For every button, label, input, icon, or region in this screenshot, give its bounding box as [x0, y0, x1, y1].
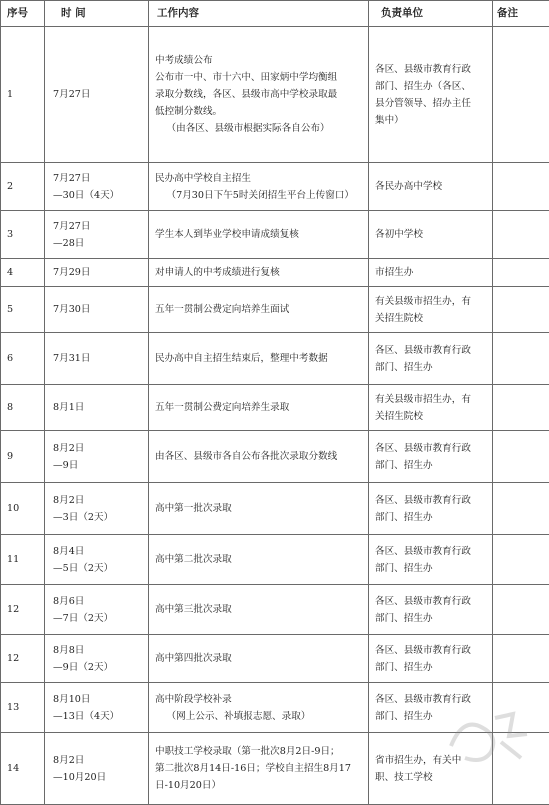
cell-time — [45, 385, 149, 431]
cell-remark — [493, 385, 549, 431]
cell-time-line: 8月8日 — [53, 642, 145, 659]
cell-time-line: 7月27日 — [53, 218, 145, 235]
cell-unit-line: 部门、招生办 — [375, 708, 489, 725]
cell-content-line: 由各区、县级市各自公布各批次录取分数线 — [155, 448, 365, 465]
header-content: 工作内容 — [149, 1, 369, 27]
cell-time — [45, 27, 149, 163]
cell-time — [45, 483, 149, 535]
cell-no: 12 — [1, 585, 45, 635]
cell-unit-line: 各区、县级市教育行政 — [375, 642, 489, 659]
cell-time — [45, 333, 149, 385]
cell-unit — [369, 585, 493, 635]
header-no: 序号 — [1, 1, 45, 27]
cell-time-line: —28日 — [53, 235, 145, 252]
cell-time — [45, 733, 149, 805]
cell-no: 8 — [1, 385, 45, 431]
cell-content-line: 低控制分数线。 — [155, 103, 365, 120]
cell-content-line: （网上公示、补填报志愿、录取） — [155, 708, 365, 725]
table-row — [1, 163, 549, 211]
table-row — [1, 635, 549, 683]
cell-unit — [369, 635, 493, 683]
cell-no: 3 — [1, 211, 45, 259]
cell-time — [45, 163, 149, 211]
cell-unit-line: 各区、县级市教育行政 — [375, 342, 489, 359]
cell-unit-line: 关招生院校 — [375, 310, 489, 327]
cell-time — [45, 259, 149, 287]
cell-content — [149, 585, 369, 635]
cell-content — [149, 483, 369, 535]
cell-content-line: 公布市一中、市十六中、田家炳中学均衡组 — [155, 69, 365, 86]
cell-unit-line: 市招生办 — [375, 264, 489, 281]
cell-unit — [369, 385, 493, 431]
cell-content-line: 高中第一批次录取 — [155, 500, 365, 517]
table-row — [1, 333, 549, 385]
cell-time-line: 7月27日 — [53, 170, 145, 187]
cell-unit-line: 部门、招生办 — [375, 457, 489, 474]
cell-unit-line: 有关县级市招生办，有 — [375, 293, 489, 310]
cell-time-line: 8月10日 — [53, 691, 145, 708]
table-row — [1, 385, 549, 431]
table-row — [1, 585, 549, 635]
cell-content — [149, 211, 369, 259]
cell-content — [149, 27, 369, 163]
cell-no: 11 — [1, 535, 45, 585]
cell-remark — [493, 431, 549, 483]
cell-content-line: 日-10月20日） — [155, 777, 365, 794]
cell-content-line: （由各区、县级市根据实际各自公布） — [155, 120, 365, 137]
cell-unit-line: 各初中学校 — [375, 226, 489, 243]
cell-content-line: 五年一贯制公费定向培养生录取 — [155, 399, 365, 416]
table-row — [1, 287, 549, 333]
cell-no: 1 — [1, 27, 45, 163]
cell-content — [149, 431, 369, 483]
cell-content-line: 第二批次8月14日-16日；学校自主招生8月17 — [155, 760, 365, 777]
header-time: 时 间 — [45, 1, 149, 27]
cell-content-line: 录取分数线，各区、县级市高中学校录取最 — [155, 86, 365, 103]
cell-time — [45, 635, 149, 683]
cell-unit — [369, 259, 493, 287]
table-header-row — [1, 1, 549, 27]
cell-content — [149, 385, 369, 431]
cell-unit — [369, 483, 493, 535]
cell-content — [149, 635, 369, 683]
cell-time — [45, 535, 149, 585]
cell-remark — [493, 287, 549, 333]
header-remark: 备注 — [493, 1, 549, 27]
cell-unit-line: 各区、县级市教育行政 — [375, 691, 489, 708]
cell-time-line: 7月29日 — [53, 264, 145, 281]
cell-unit — [369, 163, 493, 211]
cell-time — [45, 683, 149, 733]
cell-unit-line: 有关县级市招生办，有 — [375, 391, 489, 408]
cell-unit-line: 部门、招生办 — [375, 509, 489, 526]
cell-no: 13 — [1, 683, 45, 733]
cell-content-line: 学生本人到毕业学校申请成绩复核 — [155, 226, 365, 243]
cell-content-line: 中职技工学校录取（第一批次8月2日-9日； — [155, 743, 365, 760]
cell-unit-line: 部门、招生办（各区、 — [375, 78, 489, 95]
cell-time-line: —5日（2天） — [53, 560, 145, 577]
watermark-logo — [443, 706, 535, 766]
cell-remark — [493, 333, 549, 385]
cell-no: 2 — [1, 163, 45, 211]
cell-content-line: （7月30日下午5时关闭招生平台上传窗口） — [155, 187, 365, 204]
cell-content — [149, 163, 369, 211]
cell-unit-line: 集中） — [375, 112, 489, 129]
cell-no: 5 — [1, 287, 45, 333]
cell-content-line: 五年一贯制公费定向培养生面试 — [155, 301, 365, 318]
cell-content — [149, 733, 369, 805]
cell-remark — [493, 535, 549, 585]
cell-unit-line: 职、技工学校 — [375, 769, 489, 786]
cell-time-line: —9日 — [53, 457, 145, 474]
cell-unit-line: 关招生院校 — [375, 408, 489, 425]
cell-unit-line: 部门、招生办 — [375, 560, 489, 577]
table-row — [1, 211, 549, 259]
cell-remark — [493, 259, 549, 287]
cell-content-line: 高中第二批次录取 — [155, 551, 365, 568]
cell-time — [45, 431, 149, 483]
cell-no: 4 — [1, 259, 45, 287]
cell-unit — [369, 333, 493, 385]
cell-unit — [369, 27, 493, 163]
cell-content-line: 高中阶段学校补录 — [155, 691, 365, 708]
cell-time-line: 8月6日 — [53, 593, 145, 610]
cell-time — [45, 287, 149, 333]
cell-time-line: 8月2日 — [53, 492, 145, 509]
cell-unit-line: 各区、县级市教育行政 — [375, 61, 489, 78]
cell-unit-line: 县分管领导、招办主任 — [375, 95, 489, 112]
cell-time-line: 7月30日 — [53, 301, 145, 318]
cell-unit-line: 各区、县级市教育行政 — [375, 593, 489, 610]
cell-remark — [493, 211, 549, 259]
cell-unit-line: 部门、招生办 — [375, 610, 489, 627]
cell-content-line: 高中第四批次录取 — [155, 650, 365, 667]
cell-unit-line: 各区、县级市教育行政 — [375, 543, 489, 560]
cell-content — [149, 259, 369, 287]
cell-unit-line: 各区、县级市教育行政 — [375, 440, 489, 457]
cell-content-line: 高中第三批次录取 — [155, 601, 365, 618]
cell-time — [45, 585, 149, 635]
cell-time-line: —30日（4天） — [53, 187, 145, 204]
cell-remark — [493, 27, 549, 163]
cell-remark — [493, 635, 549, 683]
cell-content — [149, 535, 369, 585]
cell-unit — [369, 287, 493, 333]
cell-unit — [369, 211, 493, 259]
table-row — [1, 483, 549, 535]
cell-remark — [493, 163, 549, 211]
cell-no: 6 — [1, 333, 45, 385]
cell-time-line: 8月1日 — [53, 399, 145, 416]
cell-content-line: 民办高中学校自主招生 — [155, 170, 365, 187]
table-body — [1, 27, 549, 805]
cell-time-line: 8月2日 — [53, 440, 145, 457]
cell-time-line: —3日（2天） — [53, 509, 145, 526]
table-row — [1, 259, 549, 287]
cell-no: 12 — [1, 635, 45, 683]
cell-time-line: 8月4日 — [53, 543, 145, 560]
cell-remark — [493, 585, 549, 635]
table-row — [1, 535, 549, 585]
cell-remark — [493, 483, 549, 535]
cell-time-line: —9日（2天） — [53, 659, 145, 676]
cell-content — [149, 287, 369, 333]
cell-content — [149, 333, 369, 385]
cell-unit-line: 各区、县级市教育行政 — [375, 492, 489, 509]
cell-no: 10 — [1, 483, 45, 535]
cell-content-line: 民办高中自主招生结束后，整理中考数据 — [155, 350, 365, 367]
cell-unit-line: 部门、招生办 — [375, 659, 489, 676]
cell-time-line: —10月20日 — [53, 769, 145, 786]
cell-content-line: 对申请人的中考成绩进行复核 — [155, 264, 365, 281]
cell-unit-line: 省市招生办，有关中 — [375, 752, 489, 769]
cell-no: 9 — [1, 431, 45, 483]
cell-time-line: —13日（4天） — [53, 708, 145, 725]
header-unit: 负责单位 — [369, 1, 493, 27]
table-row — [1, 431, 549, 483]
cell-time-line: —7日（2天） — [53, 610, 145, 627]
cell-time-line: 8月2日 — [53, 752, 145, 769]
cell-no: 14 — [1, 733, 45, 805]
cell-time-line: 7月27日 — [53, 86, 145, 103]
cell-time — [45, 211, 149, 259]
cell-unit-line: 各民办高中学校 — [375, 178, 489, 195]
cell-unit — [369, 431, 493, 483]
table-row — [1, 27, 549, 163]
cell-content-line: 中考成绩公布 — [155, 52, 365, 69]
cell-content — [149, 683, 369, 733]
cell-unit-line: 部门、招生办 — [375, 359, 489, 376]
cell-unit — [369, 535, 493, 585]
cell-time-line: 7月31日 — [53, 350, 145, 367]
